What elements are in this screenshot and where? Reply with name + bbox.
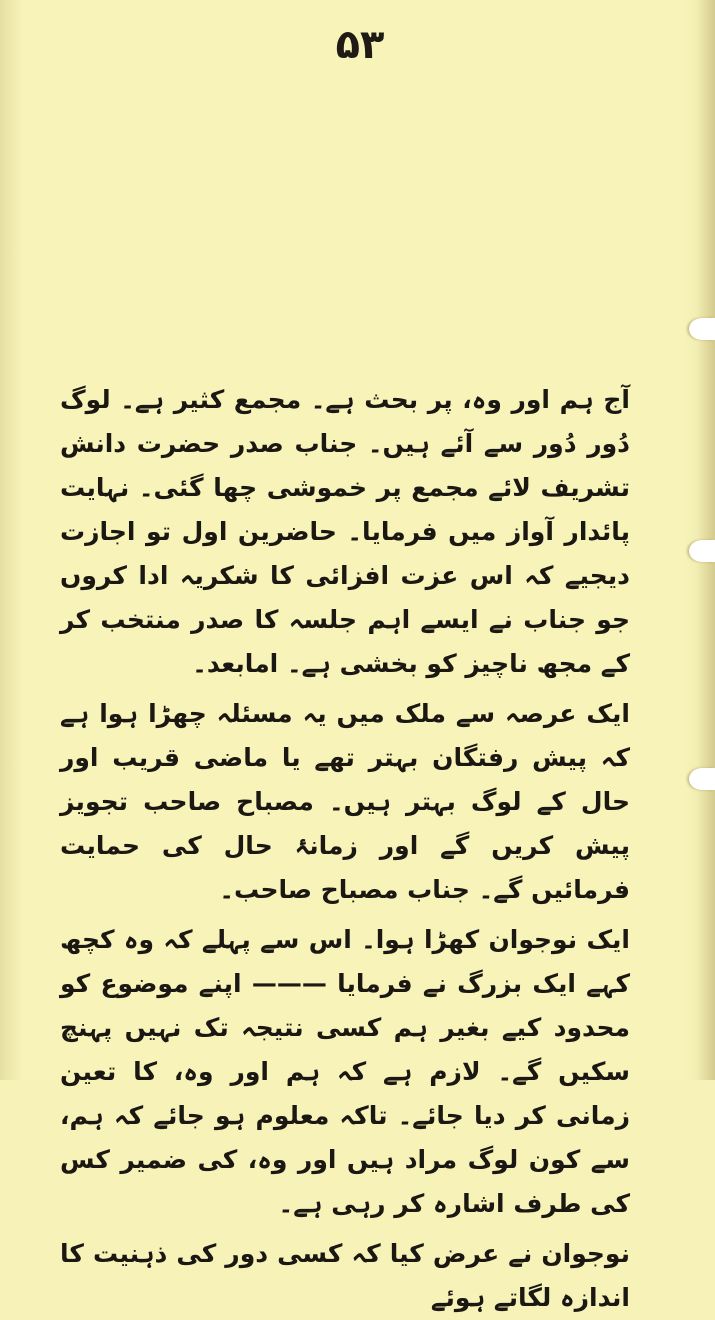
body-text — [60, 378, 630, 1320]
paragraph: ایک نوجوان کھڑا ہوا۔ اس سے پہلے کہ وہ کچھ کہے ایک بزرگ نے فرمایا ——— اپنے موضوع کو محدود کیے بغیر ہم کسی نتیجہ تک نہیں پہنچ سکیں گے۔ لازم ہے کہ ہم اور وہ، کا تعین زمانی کر دیا جائے۔ تاکہ معلوم ہو جائے کہ ہم، سے کون لوگ مراد ہیں اور وہ، کی ضمیر کس کی طرف اشارہ کر رہی ہے۔ — [60, 925, 630, 1218]
paragraph: نوجوان نے عرض کیا کہ کسی دور کی ذہنیت کا اندازہ لگاتے ہوئے — [60, 1239, 630, 1312]
paper-tear-mark — [689, 318, 715, 340]
paper-tear-mark — [689, 768, 715, 790]
page-number: ۵۳ — [335, 22, 385, 68]
paragraph: آج ہم اور وہ، پر بحث ہے۔ مجمع کثیر ہے۔ لوگ دُور دُور سے آئے ہیں۔ جناب صدر حضرت دانش تشریف لائے مجمع پر خموشی چھا گئی۔ نہایت پائدار آواز میں فرمایا۔ حاضرین اول تو اجازت دیجیے کہ اس عزت افزائی کا شکریہ ادا کروں جو جناب نے ایسے اہم جلسہ کا صدر منتخب کر کے مجھ ناچیز کو بخشی ہے۔ امابعد۔ — [60, 385, 630, 678]
paper-tear-mark — [689, 540, 715, 562]
paragraph: ایک عرصہ سے ملک میں یہ مسئلہ چھڑا ہوا ہے کہ پیش رفتگان بہتر تھے یا ماضی قریب اور حال کے لوگ بہتر ہیں۔ مصباح صاحب تجویز پیش کریں گے اور زمانۂ حال کی حمایت فرمائیں گے۔ جناب مصباح صاحب۔ — [60, 699, 630, 904]
